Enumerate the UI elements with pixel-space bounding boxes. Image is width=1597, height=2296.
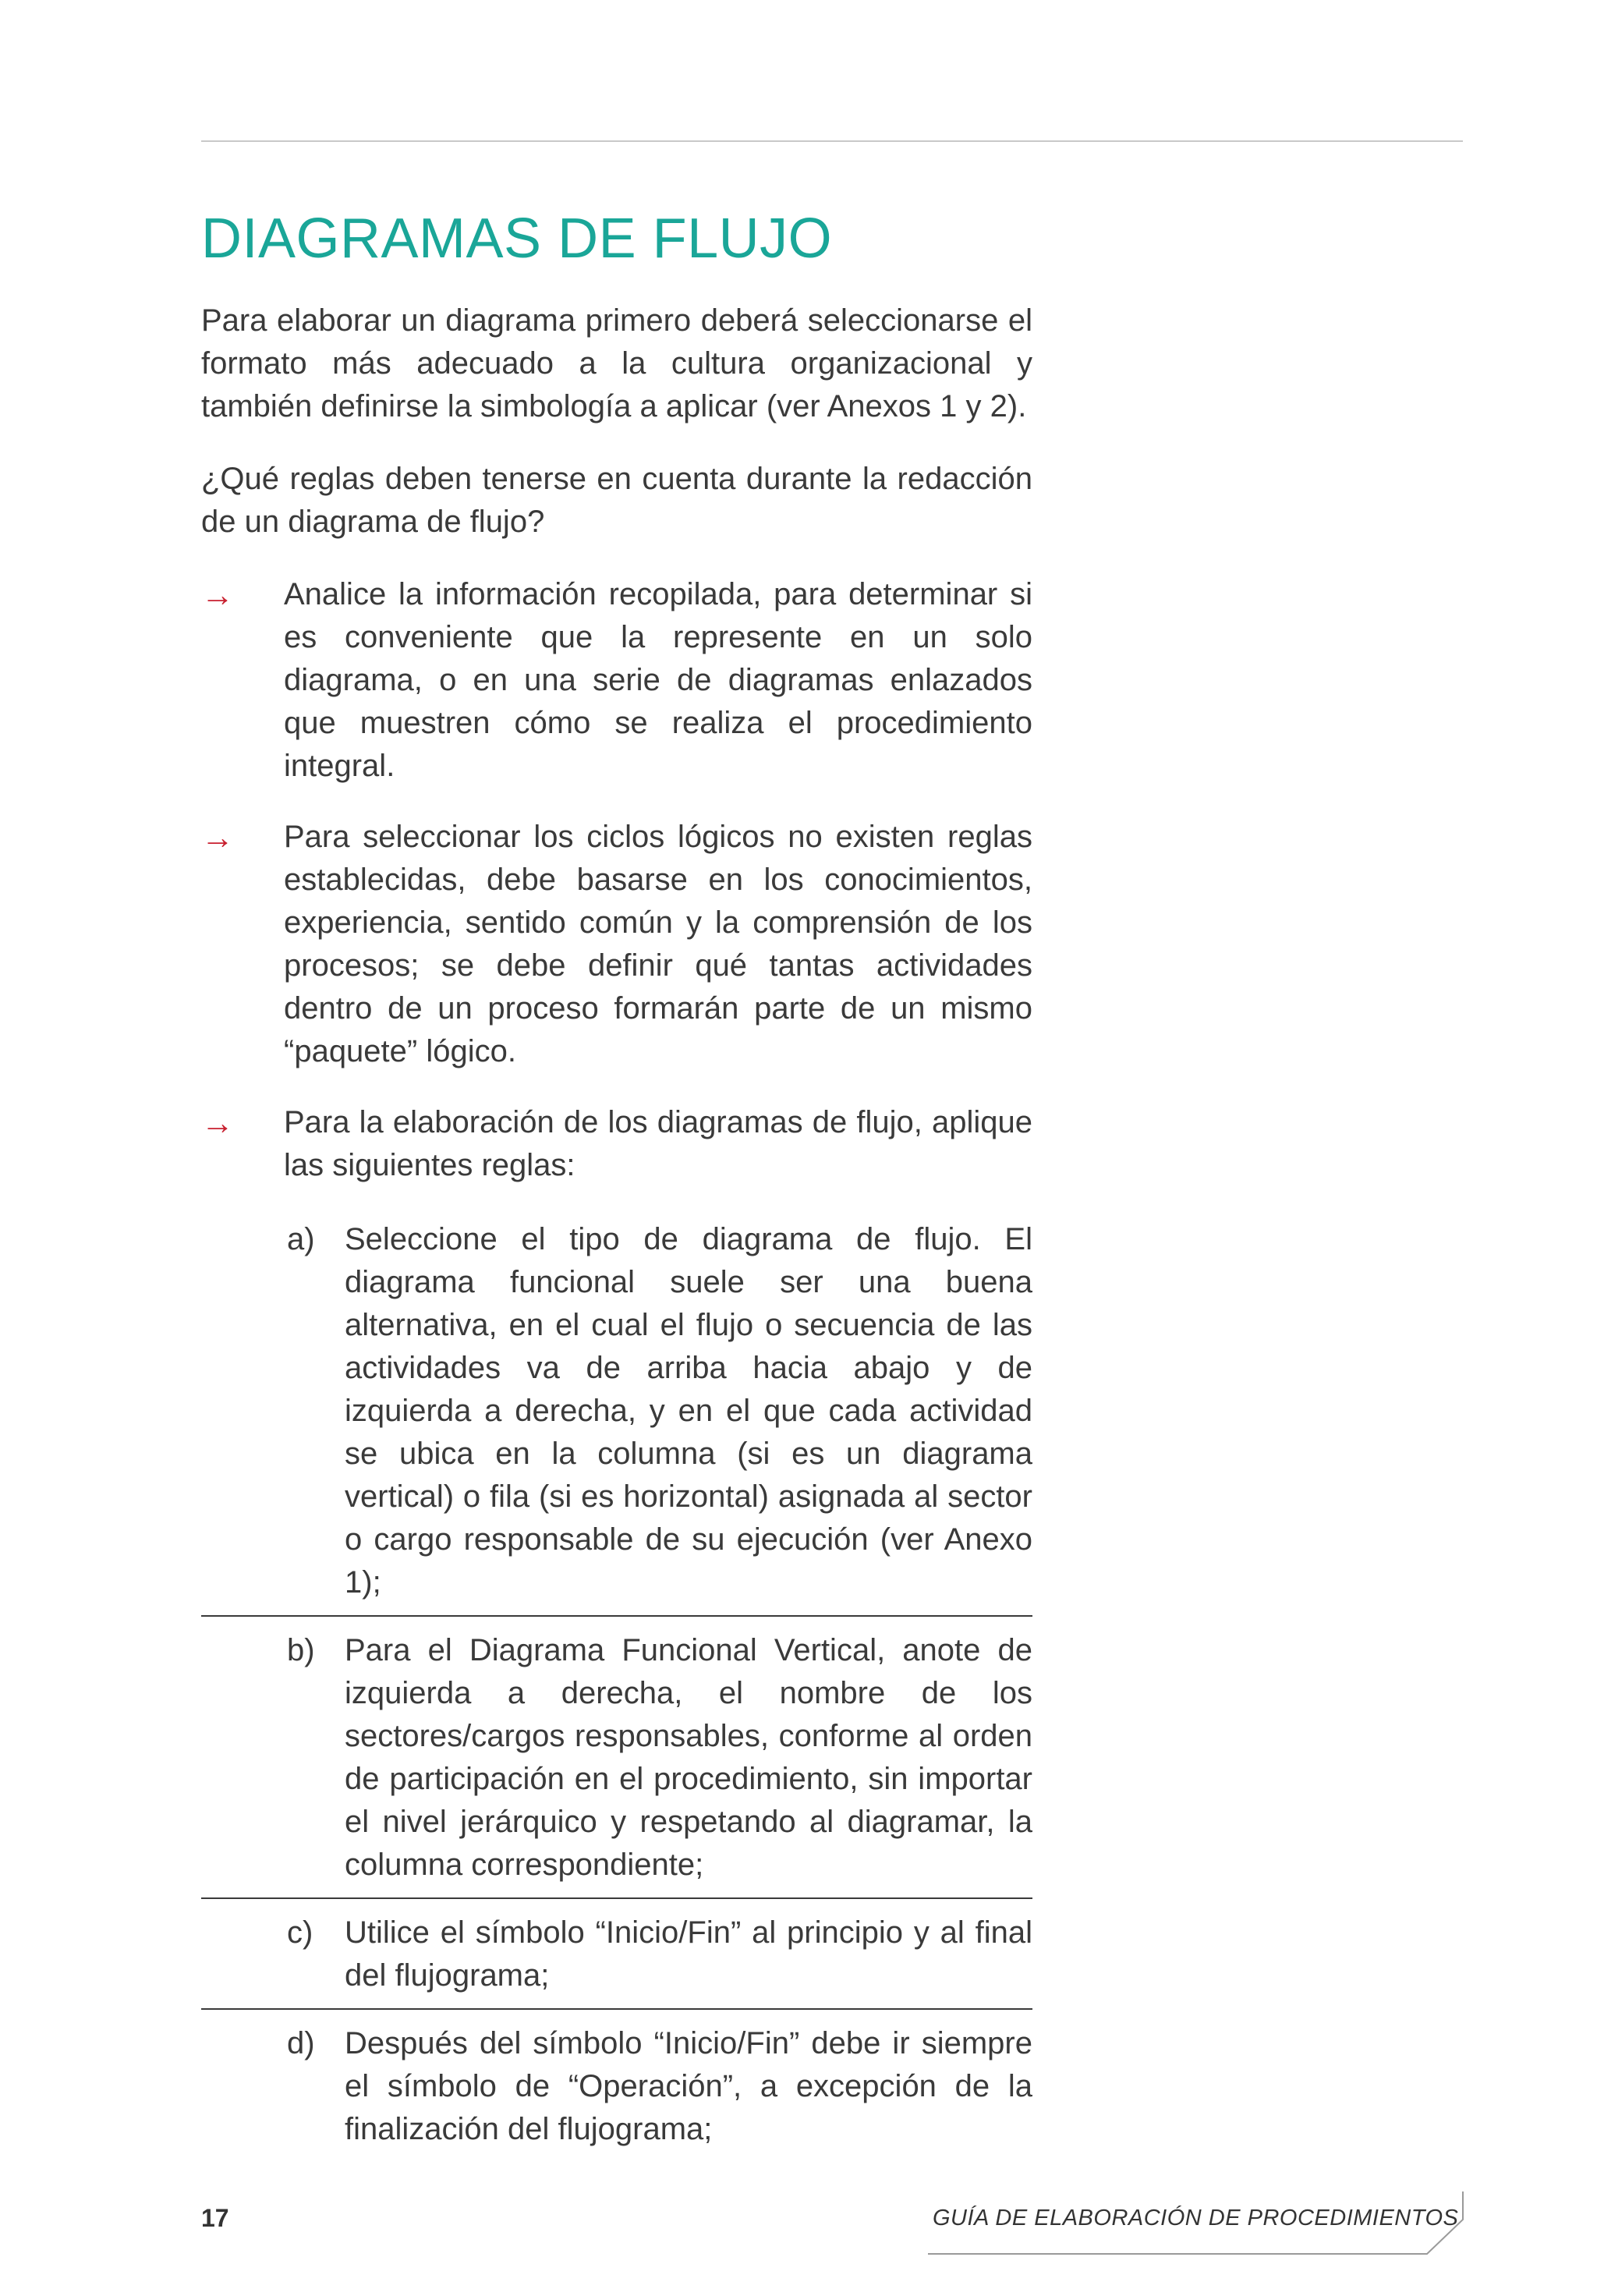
bullet-item — [201, 1101, 1032, 1187]
page-number: 17 — [201, 2204, 229, 2232]
arrow-right-icon: → — [201, 576, 234, 613]
rule-letter: d) — [287, 2026, 315, 2060]
arrow-right-icon: → — [201, 819, 234, 856]
rules-list — [201, 1218, 1032, 2151]
rule-letter: c) — [287, 1915, 313, 1950]
rule-item-c — [201, 1912, 1032, 1997]
rule-divider — [201, 1897, 1032, 1899]
question-paragraph: ¿Qué reglas deben tenerse en cuenta durante la redacción de un diagrama de flujo? — [201, 462, 1032, 539]
bullet-list — [201, 573, 1032, 1187]
header-rule — [201, 140, 1463, 142]
rule-text: Seleccione el tipo de diagrama de flujo. El diagrama funcional suele ser una buena alternativa, en el cual el flujo o secuencia de las actividades va de arriba hacia abajo y de izquierda a derecha, y en el que cada actividad se ubica en la columna (si es un diagrama vertical) o fila (si es horizontal) asignada al sector o cargo responsable de su ejecución (ver Anexo 1); — [345, 1222, 1032, 1600]
intro-paragraph: Para elaborar un diagrama primero deberá seleccionarse el formato más adecuado a la cultura organizacional y también definirse la simbología a aplicar (ver Anexos 1 y 2). — [201, 303, 1032, 423]
bullet-text: Para la elaboración de los diagramas de flujo, aplique las siguientes reglas: — [284, 1105, 1032, 1182]
main-content — [201, 204, 1032, 2151]
page-title: DIAGRAMAS DE FLUJO — [201, 207, 833, 270]
rule-item-d — [201, 2022, 1032, 2151]
rule-letter: a) — [287, 1222, 315, 1256]
rule-text: Utilice el símbolo “Inicio/Fin” al principio y al final del flujograma; — [345, 1915, 1032, 1993]
rule-letter: b) — [287, 1633, 315, 1667]
bullet-text: Para seleccionar los ciclos lógicos no existen reglas establecidas, debe basarse en los conocimientos, experiencia, sentido común y la comprensión de los procesos; se debe definir qué tantas actividades dentro de un proceso formarán parte de un mismo “paquete” lógico. — [284, 820, 1032, 1068]
arrow-right-icon: → — [201, 1104, 234, 1141]
rule-divider — [201, 1615, 1032, 1617]
bullet-text: Analice la información recopilada, para determinar si es conveniente que la represente en un solo diagrama, o en una serie de diagramas enlazados que muestren cómo se realiza el procedimiento integral. — [284, 577, 1032, 783]
rule-text: Para el Diagrama Funcional Vertical, anote de izquierda a derecha, el nombre de los sectores/cargos responsables, conforme al orden de participación en el procedimiento, sin importar el nivel jerárquico y respetando al diagramar, la columna correspondiente; — [345, 1633, 1032, 1882]
bullet-item — [201, 573, 1032, 788]
rule-divider — [201, 2008, 1032, 2010]
rule-text: Después del símbolo “Inicio/Fin” debe ir siempre el símbolo de “Operación”, a excepción de la finalización del flujograma; — [345, 2026, 1032, 2146]
rule-item-a — [201, 1218, 1032, 1604]
bullet-item — [201, 816, 1032, 1073]
rule-item-b — [201, 1629, 1032, 1887]
footer-guide-title: GUÍA DE ELABORACIÓN DE PROCEDIMIENTOS — [933, 2206, 1459, 2230]
